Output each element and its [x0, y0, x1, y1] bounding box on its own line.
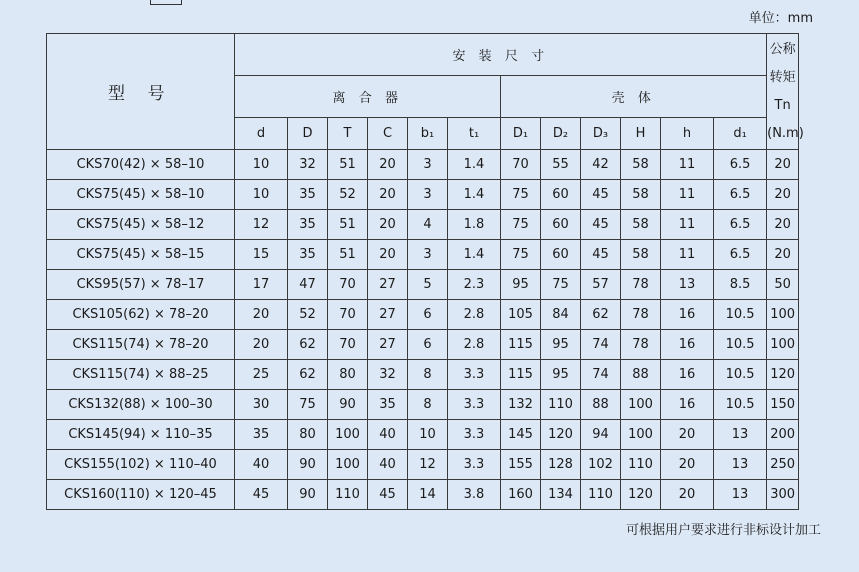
value-cell: 1.4 [448, 240, 501, 270]
value-cell: 75 [541, 270, 581, 300]
value-cell: 115 [501, 330, 541, 360]
column-header: h [661, 118, 714, 150]
model-cell: CKS132(88) × 100–30 [47, 390, 235, 420]
model-cell: CKS105(62) × 78–20 [47, 300, 235, 330]
value-cell: 13 [661, 270, 714, 300]
value-cell: 3 [408, 240, 448, 270]
value-cell: 100 [328, 450, 368, 480]
table-row [47, 210, 799, 240]
torque-label-4: (N.m) [767, 125, 804, 141]
header-housing: 壳 体 [501, 76, 767, 118]
value-cell: 40 [235, 450, 288, 480]
column-header: D₁ [501, 118, 541, 150]
value-cell: 20 [767, 210, 799, 240]
value-cell: 2.3 [448, 270, 501, 300]
value-cell: 20 [368, 210, 408, 240]
value-cell: 52 [288, 300, 328, 330]
value-cell: 20 [235, 330, 288, 360]
value-cell: 120 [767, 360, 799, 390]
value-cell: 11 [661, 210, 714, 240]
value-cell: 75 [501, 240, 541, 270]
value-cell: 51 [328, 210, 368, 240]
value-cell: 11 [661, 180, 714, 210]
table-row [47, 330, 799, 360]
value-cell: 134 [541, 480, 581, 510]
value-cell: 10 [235, 180, 288, 210]
model-cell: CKS75(45) × 58–15 [47, 240, 235, 270]
value-cell: 45 [581, 210, 621, 240]
value-cell: 78 [621, 330, 661, 360]
value-cell: 32 [288, 150, 328, 180]
value-cell: 57 [581, 270, 621, 300]
value-cell: 75 [501, 180, 541, 210]
value-cell: 35 [288, 180, 328, 210]
torque-label-3: Tn [774, 97, 791, 113]
value-cell: 42 [581, 150, 621, 180]
table-row [47, 150, 799, 180]
value-cell: 115 [501, 360, 541, 390]
value-cell: 3.3 [448, 390, 501, 420]
value-cell: 3.3 [448, 360, 501, 390]
value-cell: 17 [235, 270, 288, 300]
value-cell: 88 [581, 390, 621, 420]
value-cell: 20 [767, 150, 799, 180]
column-header: t₁ [448, 118, 501, 150]
value-cell: 84 [541, 300, 581, 330]
column-header: b₁ [408, 118, 448, 150]
value-cell: 6.5 [714, 180, 767, 210]
value-cell: 10 [408, 420, 448, 450]
value-cell: 3 [408, 150, 448, 180]
value-cell: 27 [368, 330, 408, 360]
value-cell: 6.5 [714, 240, 767, 270]
header-clutch: 离 合 器 [235, 76, 501, 118]
table-row [47, 300, 799, 330]
column-header: H [621, 118, 661, 150]
value-cell: 80 [328, 360, 368, 390]
value-cell: 51 [328, 240, 368, 270]
header-torque [767, 34, 804, 150]
value-cell: 15 [235, 240, 288, 270]
table-row [47, 240, 799, 270]
value-cell: 100 [328, 420, 368, 450]
value-cell: 1.4 [448, 180, 501, 210]
value-cell: 74 [581, 360, 621, 390]
value-cell: 20 [368, 180, 408, 210]
value-cell: 74 [581, 330, 621, 360]
value-cell: 10 [235, 150, 288, 180]
value-cell: 6.5 [714, 150, 767, 180]
value-cell: 70 [501, 150, 541, 180]
value-cell: 95 [501, 270, 541, 300]
value-cell: 250 [767, 450, 799, 480]
value-cell: 30 [235, 390, 288, 420]
value-cell: 20 [661, 420, 714, 450]
value-cell: 50 [767, 270, 799, 300]
value-cell: 3 [408, 180, 448, 210]
value-cell: 35 [288, 210, 328, 240]
value-cell: 88 [621, 360, 661, 390]
footer-note: 可根据用户要求进行非标设计加工 [625, 523, 821, 538]
column-header: D₃ [581, 118, 621, 150]
value-cell: 62 [288, 360, 328, 390]
value-cell: 60 [541, 240, 581, 270]
value-cell: 132 [501, 390, 541, 420]
column-header: C [368, 118, 408, 150]
value-cell: 12 [235, 210, 288, 240]
table-row [47, 180, 799, 210]
value-cell: 14 [408, 480, 448, 510]
value-cell: 13 [714, 420, 767, 450]
value-cell: 150 [767, 390, 799, 420]
column-header: d [235, 118, 288, 150]
value-cell: 52 [328, 180, 368, 210]
value-cell: 100 [621, 420, 661, 450]
value-cell: 27 [368, 300, 408, 330]
column-header: d₁ [714, 118, 767, 150]
model-cell: CKS155(102) × 110–40 [47, 450, 235, 480]
value-cell: 45 [235, 480, 288, 510]
value-cell: 35 [368, 390, 408, 420]
model-cell: CKS95(57) × 78–17 [47, 270, 235, 300]
unit-label: 单位：mm [748, 11, 813, 26]
value-cell: 110 [541, 390, 581, 420]
value-cell: 40 [368, 450, 408, 480]
value-cell: 60 [541, 210, 581, 240]
value-cell: 6 [408, 300, 448, 330]
value-cell: 300 [767, 480, 799, 510]
table-row [47, 360, 799, 390]
value-cell: 8 [408, 360, 448, 390]
value-cell: 58 [621, 150, 661, 180]
table-row [47, 420, 799, 450]
value-cell: 45 [368, 480, 408, 510]
value-cell: 5 [408, 270, 448, 300]
value-cell: 20 [767, 180, 799, 210]
value-cell: 47 [288, 270, 328, 300]
value-cell: 3.8 [448, 480, 501, 510]
value-cell: 70 [328, 300, 368, 330]
value-cell: 90 [288, 480, 328, 510]
value-cell: 94 [581, 420, 621, 450]
value-cell: 60 [541, 180, 581, 210]
value-cell: 20 [661, 450, 714, 480]
column-header: D₂ [541, 118, 581, 150]
value-cell: 80 [288, 420, 328, 450]
torque-label-2: 转矩 [769, 69, 796, 85]
value-cell: 58 [621, 210, 661, 240]
model-cell: CKS70(42) × 58–10 [47, 150, 235, 180]
value-cell: 75 [501, 210, 541, 240]
value-cell: 11 [661, 240, 714, 270]
table-fragment-top [150, 0, 182, 5]
value-cell: 2.8 [448, 300, 501, 330]
value-cell: 4 [408, 210, 448, 240]
value-cell: 45 [581, 180, 621, 210]
value-cell: 20 [368, 150, 408, 180]
value-cell: 13 [714, 480, 767, 510]
value-cell: 1.4 [448, 150, 501, 180]
value-cell: 6.5 [714, 210, 767, 240]
model-cell: CKS115(74) × 88–25 [47, 360, 235, 390]
value-cell: 27 [368, 270, 408, 300]
model-cell: CKS75(45) × 58–12 [47, 210, 235, 240]
value-cell: 105 [501, 300, 541, 330]
value-cell: 145 [501, 420, 541, 450]
model-cell: CKS160(110) × 120–45 [47, 480, 235, 510]
value-cell: 110 [581, 480, 621, 510]
value-cell: 35 [288, 240, 328, 270]
value-cell: 8.5 [714, 270, 767, 300]
spec-table [46, 33, 804, 510]
value-cell: 16 [661, 300, 714, 330]
value-cell: 70 [328, 330, 368, 360]
value-cell: 58 [621, 240, 661, 270]
value-cell: 13 [714, 450, 767, 480]
value-cell: 95 [541, 360, 581, 390]
value-cell: 70 [328, 270, 368, 300]
table-row [47, 390, 799, 420]
value-cell: 78 [621, 300, 661, 330]
value-cell: 25 [235, 360, 288, 390]
value-cell: 90 [288, 450, 328, 480]
value-cell: 2.8 [448, 330, 501, 360]
value-cell: 200 [767, 420, 799, 450]
value-cell: 62 [581, 300, 621, 330]
value-cell: 20 [368, 240, 408, 270]
value-cell: 51 [328, 150, 368, 180]
value-cell: 8 [408, 390, 448, 420]
table-row [47, 450, 799, 480]
model-cell: CKS115(74) × 78–20 [47, 330, 235, 360]
value-cell: 58 [621, 180, 661, 210]
value-cell: 100 [767, 330, 799, 360]
model-cell: CKS145(94) × 110–35 [47, 420, 235, 450]
value-cell: 155 [501, 450, 541, 480]
value-cell: 10.5 [714, 330, 767, 360]
value-cell: 20 [661, 480, 714, 510]
value-cell: 45 [581, 240, 621, 270]
value-cell: 16 [661, 390, 714, 420]
value-cell: 128 [541, 450, 581, 480]
value-cell: 78 [621, 270, 661, 300]
value-cell: 40 [368, 420, 408, 450]
value-cell: 102 [581, 450, 621, 480]
value-cell: 32 [368, 360, 408, 390]
value-cell: 160 [501, 480, 541, 510]
value-cell: 95 [541, 330, 581, 360]
value-cell: 11 [661, 150, 714, 180]
value-cell: 35 [235, 420, 288, 450]
value-cell: 100 [621, 390, 661, 420]
column-header: D [288, 118, 328, 150]
value-cell: 110 [621, 450, 661, 480]
value-cell: 3.3 [448, 420, 501, 450]
table-row [47, 480, 799, 510]
value-cell: 75 [288, 390, 328, 420]
value-cell: 10.5 [714, 390, 767, 420]
value-cell: 1.8 [448, 210, 501, 240]
value-cell: 10.5 [714, 360, 767, 390]
value-cell: 10.5 [714, 300, 767, 330]
value-cell: 110 [328, 480, 368, 510]
value-cell: 16 [661, 360, 714, 390]
value-cell: 120 [541, 420, 581, 450]
value-cell: 6 [408, 330, 448, 360]
value-cell: 120 [621, 480, 661, 510]
value-cell: 20 [235, 300, 288, 330]
value-cell: 16 [661, 330, 714, 360]
value-cell: 3.3 [448, 450, 501, 480]
value-cell: 62 [288, 330, 328, 360]
torque-label-1: 公称 [769, 41, 796, 57]
value-cell: 12 [408, 450, 448, 480]
value-cell: 55 [541, 150, 581, 180]
value-cell: 90 [328, 390, 368, 420]
table-row [47, 270, 799, 300]
value-cell: 20 [767, 240, 799, 270]
model-cell: CKS75(45) × 58–10 [47, 180, 235, 210]
value-cell: 100 [767, 300, 799, 330]
header-install-dims: 安 装 尺 寸 [235, 34, 767, 76]
column-header: T [328, 118, 368, 150]
header-model: 型 号 [47, 34, 235, 150]
